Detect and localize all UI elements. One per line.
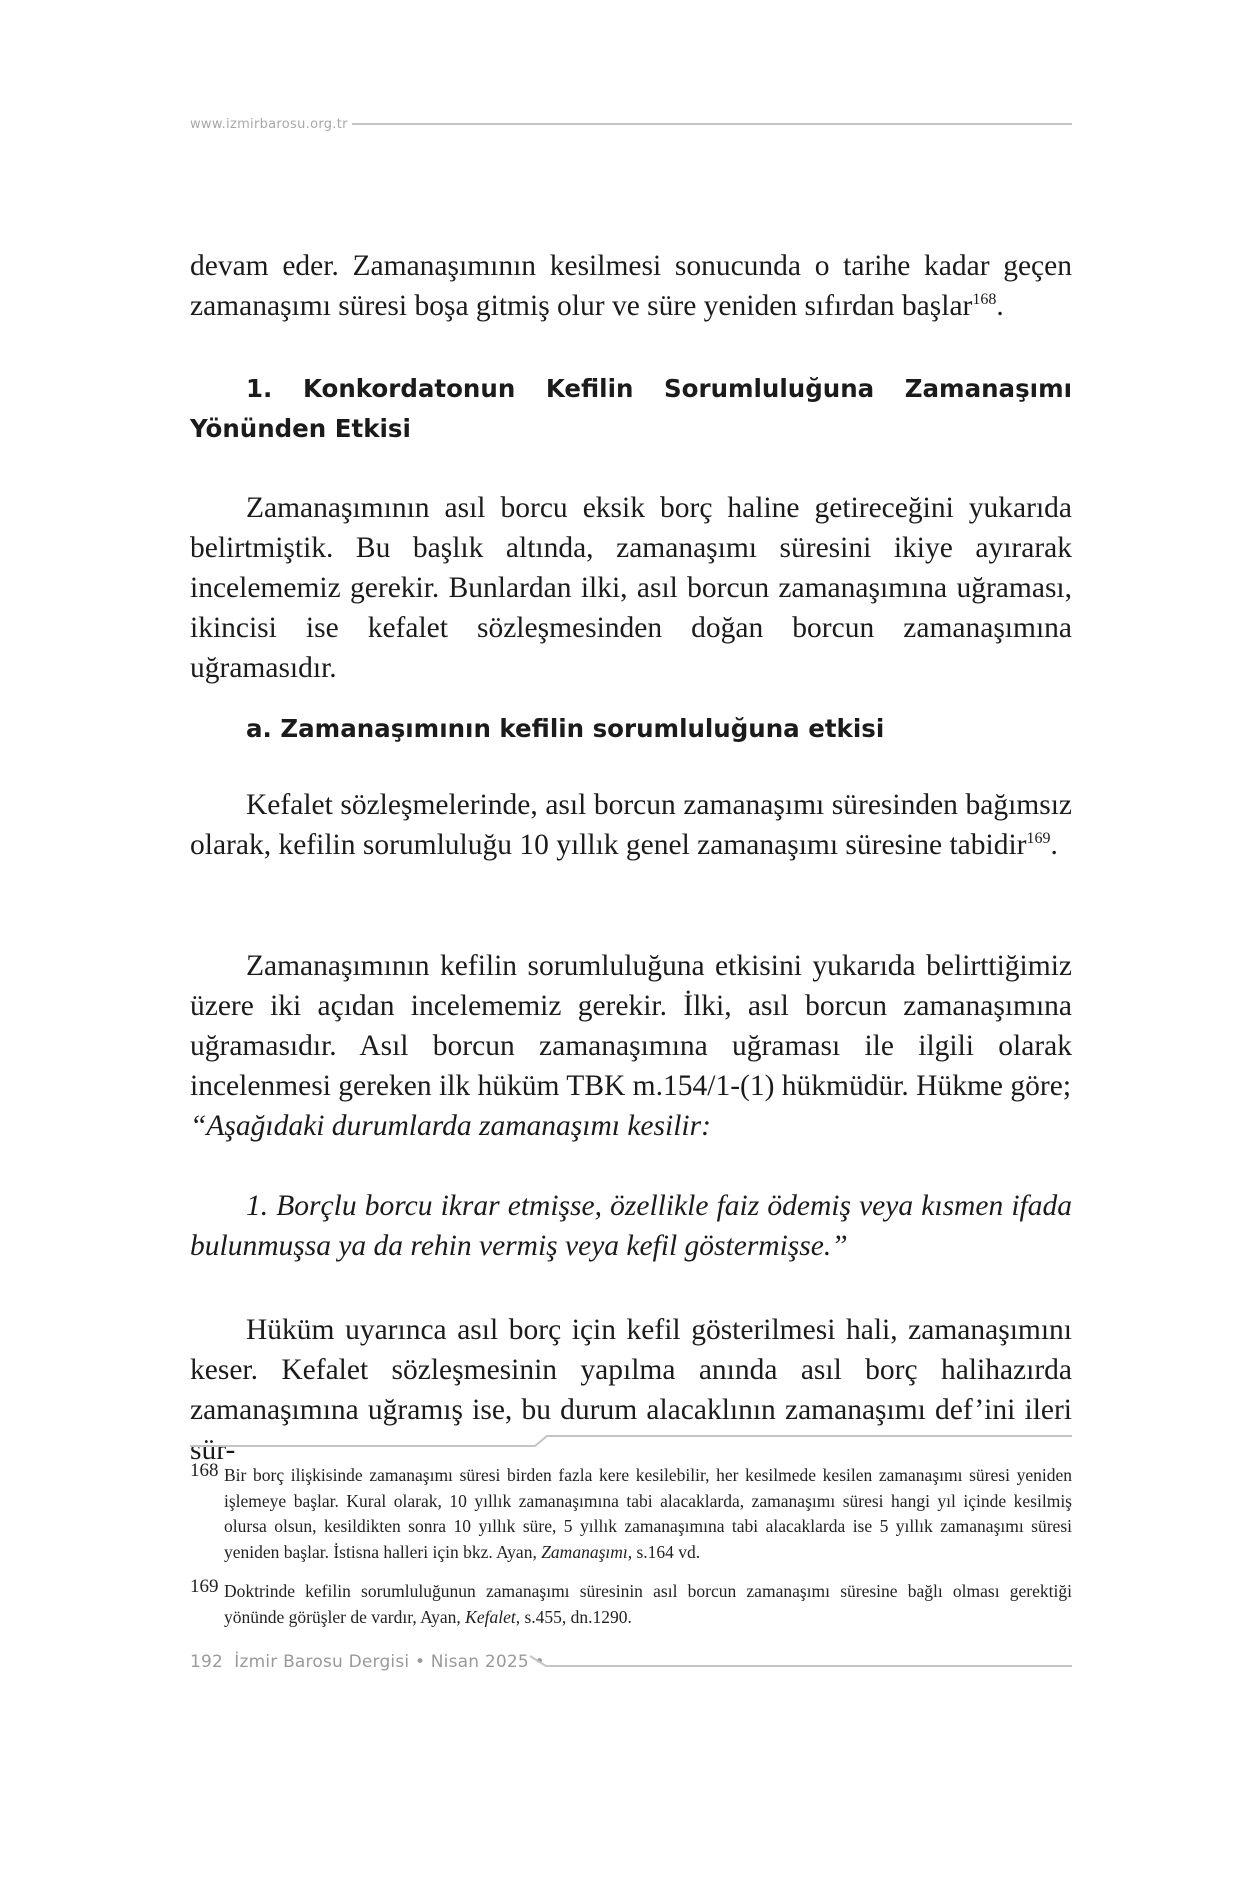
footer-rule xyxy=(190,1652,1072,1680)
footnote-separator xyxy=(190,1434,1072,1448)
footer-text: 192 İzmir Barosu Dergisi • Nisan 2025 • xyxy=(190,1652,545,1672)
footnote-number: 169 xyxy=(190,1576,219,1597)
page-header xyxy=(190,112,1072,136)
footnote-number: 168 xyxy=(190,1460,219,1481)
footnote-ref-169[interactable]: 169 xyxy=(1026,830,1051,848)
footnotes xyxy=(190,1460,1072,1644)
paragraph-continuation xyxy=(190,246,1072,326)
quote-item: 1. Borçlu borcu ikrar etmişse, özellikle faiz ödemiş veya kısmen ifada bulunmuşsa ya da rehin vermiş veya kefil göstermişse.” xyxy=(190,1190,1072,1262)
body-text-top xyxy=(190,246,1072,326)
paragraph-block-4 xyxy=(190,946,1072,1146)
paragraph-text: Kefalet sözleşmelerinde, asıl borcun zamanaşımı süresinden bağımsız olarak, kefilin sorumluluğu 10 yıllık genel zamanaşımı süresine tabidir xyxy=(190,789,1072,861)
header-rule xyxy=(352,123,1072,125)
paragraph-end: . xyxy=(1050,829,1058,861)
paragraph-intro: Zamanaşımının asıl borcu eksik borç haline getireceğini yukarıda belirtmiştik. Bu başlık altında, zamanaşımı süresini ikiye ayırarak incelememiz gerekir. Bunlardan ilki, asıl borcun zamanaşımına uğraması, ikincisi ise kefalet sözleşmesinden doğan borcun zamanaşımına uğramasıdır. xyxy=(190,492,1072,684)
paragraph-continued: Hüküm uyarınca asıl borç için kefil gösterilmesi hali, zamanaşımını keser. Kefalet sözleşmesinin yapılma anında asıl borç halihazırda zamanaşımına uğramış ise, bu durum alacaklının zamanaşımı def’ini ileri sür- xyxy=(190,1314,1072,1466)
section-heading: 1. Konkordatonun Kefilin Sorumluluğuna Zamanaşımı Yönünden Etkisi xyxy=(190,374,1072,443)
quote-block xyxy=(190,1186,1072,1266)
paragraph-kefalet xyxy=(190,785,1072,865)
cited-work: Zamanaşımı xyxy=(541,1541,628,1562)
footnote-168 xyxy=(190,1460,1072,1565)
subsection-heading: a. Zamanaşımının kefilin sorumluluğuna etkisi xyxy=(246,714,885,743)
paragraph-block-3 xyxy=(190,785,1072,865)
footnote-text: Doktrinde kefilin sorumluluğunun zamanaşımı süresinin asıl borcun zamanaşımı süresine bağlı olması gerektiği yönünde görüşler de vardır, Ayan, Kefalet, s.455, dn.1290. xyxy=(224,1581,1072,1627)
paragraph-end: . xyxy=(996,290,1004,322)
cited-work: Kefalet xyxy=(465,1606,516,1627)
footnote-text: Bir borç ilişkisinde zamanaşımı süresi birden fazla kere kesilebilir, her kesilmede kesilen zamanaşımı süresi yeniden işlemeye başlar. Kural olarak, 10 yıllık zamanaşımına tabi alacaklarda, zamanaşımı süresi hangi yıl içinde kesilmiş olursa olsun, kesildikten sonra 10 yıllık süre, 5 yıllık zamanaşımına tabi alacaklarda ise 5 yıllık zamanaşımı süresi yeniden başlar. İstisna halleri için bkz. Ayan, Zamanaşımı, s.164 vd. xyxy=(224,1465,1072,1562)
paragraph-text: devam eder. Zamanaşımının kesilmesi sonucunda o tarihe kadar geçen zamanaşımı süresi boşa gitmiş olur ve süre yeniden sıfırdan başlar xyxy=(190,250,1072,322)
page-footer xyxy=(190,1652,1072,1680)
quote-intro: “Aşağıdaki durumlarda zamanaşımı kesilir: xyxy=(190,1110,711,1142)
footnote-169 xyxy=(190,1576,1072,1630)
paragraph-analysis: Zamanaşımının kefilin sorumluluğuna etkisini yukarıda belirttiğimiz üzere iki açıdan incelememiz gerekir. İlki, asıl borcun zamanaşımına uğramasıdır. Asıl borcun zamanaşımına uğraması ile ilgili olarak incelenmesi gereken ilk hüküm TBK m.154/1-(1) hükmüdür. Hükme göre; xyxy=(190,950,1072,1102)
footnote-ref-168[interactable]: 168 xyxy=(972,291,997,309)
subheading-block xyxy=(190,709,1072,749)
heading-block xyxy=(190,369,1072,449)
paragraph-block-2 xyxy=(190,488,1072,688)
header-url[interactable]: www.izmirbarosu.org.tr xyxy=(190,116,348,132)
